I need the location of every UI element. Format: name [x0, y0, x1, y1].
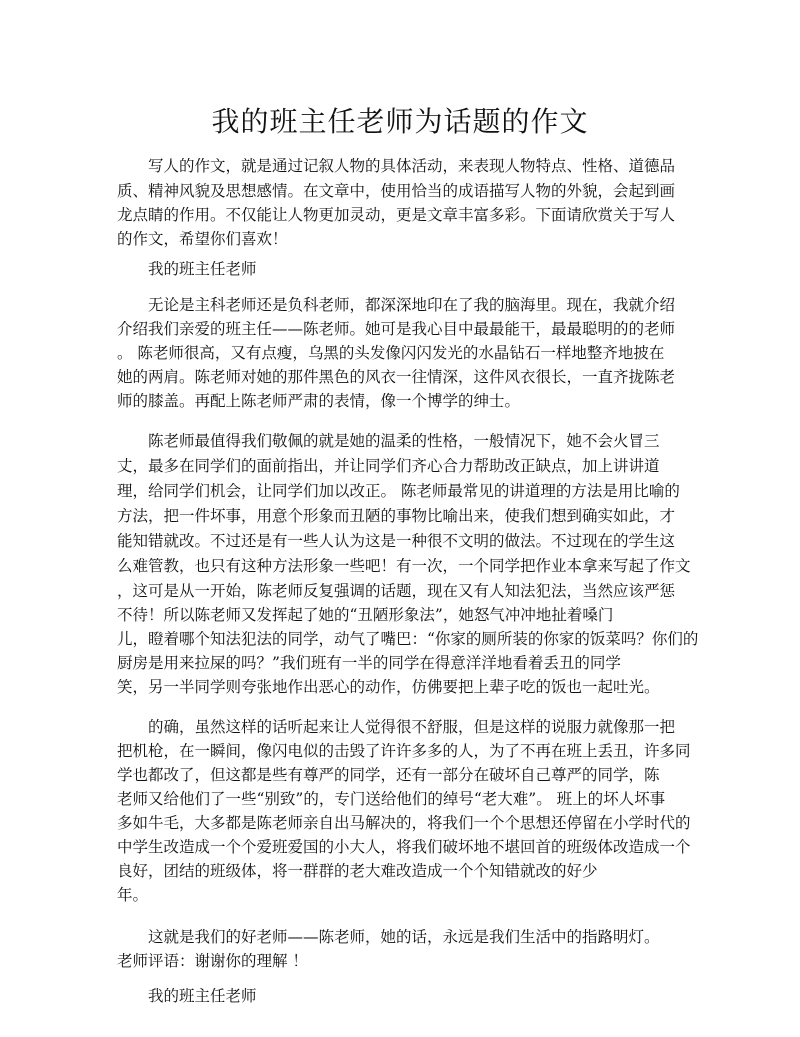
text-line: 年。 [117, 886, 149, 904]
section-heading: 我的班主任老师 [148, 987, 257, 1005]
text-line: 陈老师最值得我们敬佩的就是她的温柔的性格，一般情况下，她不会火冒三 [148, 432, 660, 450]
text-line: 把机枪，在一瞬间，像闪电似的击毁了许许多多的人，为了不再在班上丢丑，许多同 [117, 742, 691, 760]
document-title: 我的班主任老师为话题的作文 [211, 105, 589, 138]
text-line: 儿，瞪着哪个知法犯法的同学，动气了嘴巴：“你家的厕所装的你家的饭菜吗？你们的 [117, 630, 699, 648]
text-line: 老师又给他们了一些“别致”的，专门送给他们的绰号“老大难”。 班上的坏人坏事 [117, 790, 666, 808]
text-line: 笑，另一半同学则夸张地作出恶心的动作，仿佛要把上辈子吃的饭也一起吐光。 [117, 678, 660, 696]
text-line: 方法，把一件坏事，用意个形象而丑陋的事物比喻出来，使我们想到确实如此，才 [117, 507, 676, 525]
text-line: 她的两肩。陈老师对她的那件黑色的风衣一往情深，这件风衣很长，一直齐拢陈老 [117, 368, 676, 386]
text-line: 介绍我们亲爱的班主任——陈老师。她可是我心目中最最能干，最最聪明的的老师 [117, 320, 676, 338]
text-line: 无论是主科老师还是负科老师，都深深地印在了我的脑海里。现在，我就介绍 [148, 296, 676, 314]
text-line: 中学生改造成一个个爱班爱国的小大人，将我们破坏地不堪回首的班级体改造成一个 [117, 838, 691, 856]
text-line: 学也都改了，但这都是些有尊严的同学，还有一部分在破坏自己尊严的同学，陈 [117, 766, 660, 784]
section-heading: 我的班主任老师 [148, 260, 257, 278]
text-line: 。 陈老师很高，又有点瘦，乌黑的头发像闪闪发光的水晶钻石一样地整齐地披在 [117, 344, 665, 362]
text-line: 不待！所以陈老师又发挥起了她的“丑陋形象法”，她怒气冲冲地扯着嗓门 [117, 606, 614, 624]
text-line: 的确，虽然这样的话听起来让人觉得很不舒服，但是这样的说服力就像那一把 [148, 718, 676, 736]
text-line: 能知错就改。不过还是有一些人认为这是一种很不文明的做法。不过现在的学生这 [117, 532, 676, 550]
text-line: 师的膝盖。再配上陈老师严肃的表情，像一个博学的绅士。 [117, 392, 521, 410]
text-line: 写人的作文，就是通过记叙人物的具体活动，来表现人物特点、性格、道德品 [148, 157, 676, 175]
text-line: 丈，最多在同学们的面前指出，并让同学们齐心合力帮助改正缺点，加上讲讲道 [117, 457, 660, 475]
teacher-comment: 老师评语：谢谢你的理解 ！ [117, 952, 308, 970]
text-line: 良好，团结的班级体，将一群群的老大难改造成一个个知错就改的好少 [117, 862, 598, 880]
text-line: 厨房是用来拉屎的吗？”我们班有一半的同学在得意洋洋地看着丢丑的同学 [117, 654, 621, 672]
text-line: 这就是我们的好老师——陈老师，她的话，永远是我们生活中的指路明灯。 [148, 928, 660, 946]
text-line: 多如牛毛，大多都是陈老师亲自出马解决的，将我们一个个思想还停留在小学时代的 [117, 814, 691, 832]
text-line: 质、精神风貌及思想感情。在文章中，使用恰当的成语描写人物的外貌，会起到画 [117, 182, 676, 200]
text-line: 理，给同学们机会，让同学们加以改正。 陈老师最常见的讲道理的方法是用比喻的 [117, 482, 680, 500]
text-line: ，这可是从一开始，陈老师反复强调的话题，现在又有人知法犯法，当然应该严惩 [117, 582, 676, 600]
text-line: 么难管教，也只有这种方法形象一些吧！有一次，一个同学把作业本拿来写起了作文 [117, 557, 691, 575]
text-line: 龙点睛的作用。不仅能让人物更加灵动，更是文章丰富多彩。下面请欣赏关于写人 [117, 206, 676, 224]
text-line: 的作文，希望你们喜欢！ [117, 230, 288, 248]
